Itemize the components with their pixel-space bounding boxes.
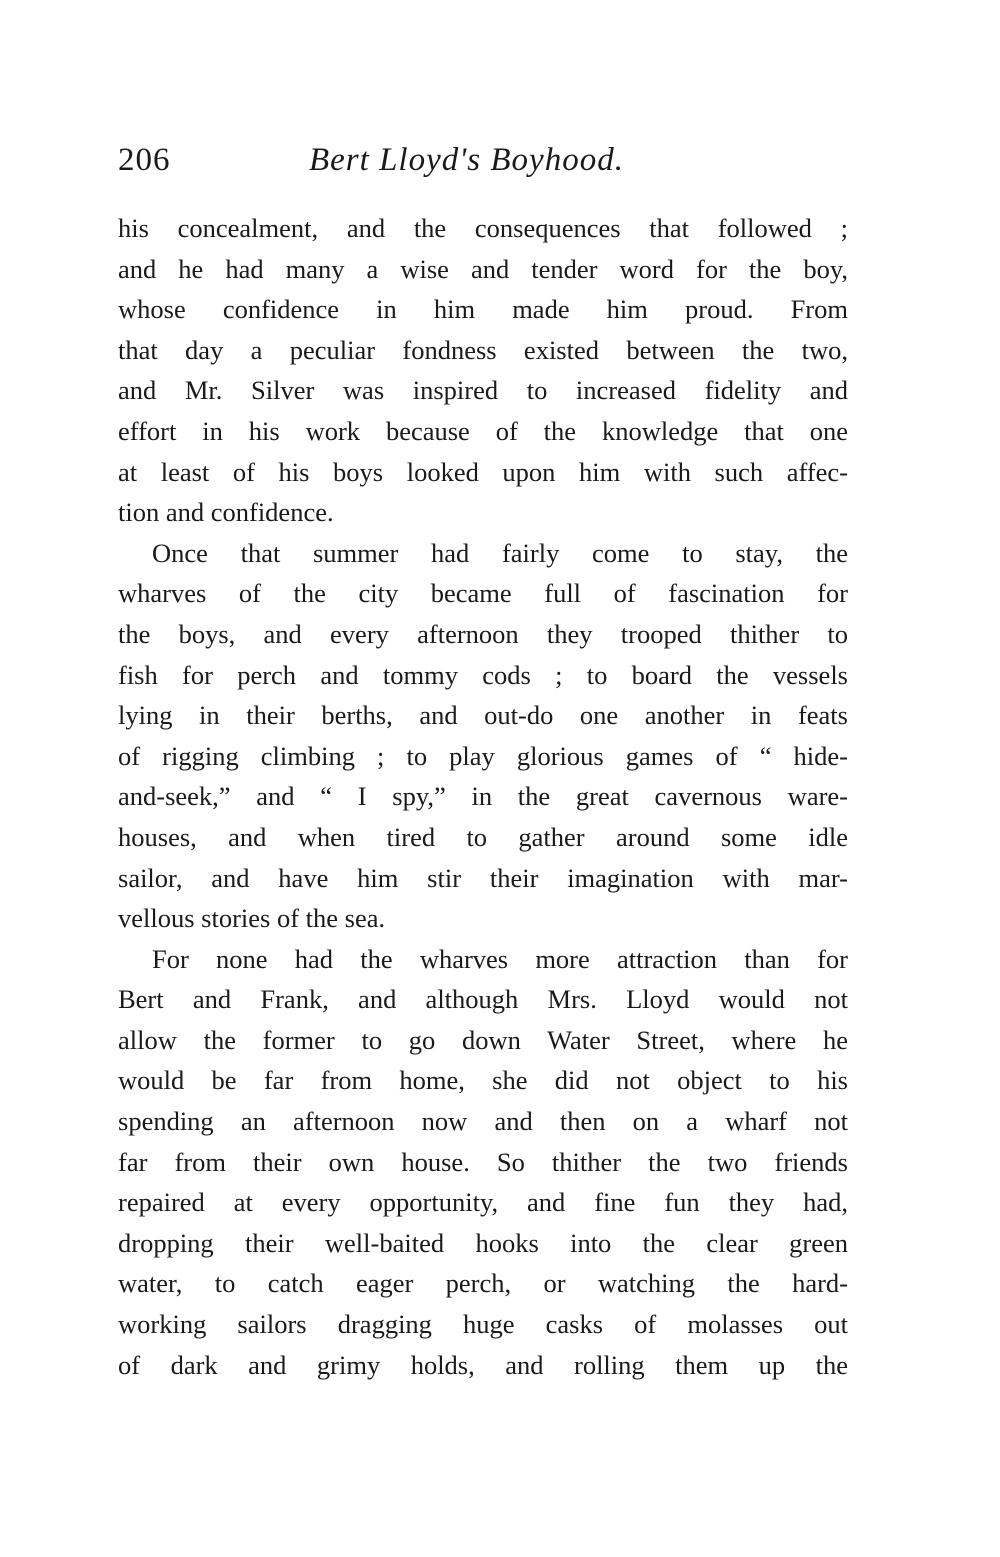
paragraph — [118, 533, 848, 939]
text-line: lying in their berths, and out-do one another in feats — [118, 700, 848, 731]
running-title: Bert Lloyd's Boyhood. — [309, 142, 624, 178]
text-line: and he had many a wise and tender word for the boy, — [118, 253, 848, 284]
text-line: at least of his boys looked upon him with such affec- — [118, 456, 848, 487]
text-line: vellous stories of the sea. — [118, 903, 386, 934]
text-line: tion and confidence. — [118, 497, 334, 528]
text-line: dropping their well-baited hooks into the clear green — [118, 1227, 848, 1258]
text-line: wharves of the city became full of fascination for — [118, 578, 848, 609]
paragraph — [118, 939, 848, 1386]
text-line: whose confidence in him made him proud. From — [118, 294, 848, 325]
text-line: far from their own house. So thither the two friends — [118, 1146, 848, 1177]
text-line: his concealment, and the consequences that followed ; — [118, 213, 848, 243]
text-line: and-seek,” and “ I spy,” in the great cavernous ware- — [118, 781, 848, 812]
page-header — [118, 142, 858, 192]
text-line: Once that summer had fairly come to stay, the — [152, 537, 848, 568]
paragraph — [118, 208, 848, 533]
text-line: spending an afternoon now and then on a wharf not — [118, 1106, 848, 1137]
text-line: would be far from home, she did not object to his — [118, 1065, 848, 1096]
text-line: repaired at every opportunity, and fine fun they had, — [118, 1187, 848, 1218]
text-line: water, to catch eager perch, or watching the hard- — [118, 1268, 848, 1299]
text-line: effort in his work because of the knowledge that one — [118, 415, 848, 446]
text-line: working sailors dragging huge casks of molasses out — [118, 1309, 848, 1340]
body-text — [118, 208, 848, 1385]
text-line: that day a peculiar fondness existed between the two, — [118, 334, 848, 365]
text-line: Bert and Frank, and although Mrs. Lloyd would not — [118, 984, 848, 1015]
text-line: fish for perch and tommy cods ; to board the vessels — [118, 659, 848, 690]
text-line: of dark and grimy holds, and rolling them up the — [118, 1349, 848, 1380]
text-line: of rigging climbing ; to play glorious games of “ hide- — [118, 740, 848, 771]
text-line: houses, and when tired to gather around some idle — [118, 821, 848, 852]
text-line: sailor, and have him stir their imagination with mar- — [118, 862, 848, 893]
text-line: and Mr. Silver was inspired to increased fidelity and — [118, 375, 848, 406]
page-number: 206 — [118, 142, 171, 178]
text-line: the boys, and every afternoon they trooped thither to — [118, 618, 848, 649]
text-line: allow the former to go down Water Street, where he — [118, 1024, 848, 1055]
text-line: For none had the wharves more attraction than for — [152, 943, 848, 974]
